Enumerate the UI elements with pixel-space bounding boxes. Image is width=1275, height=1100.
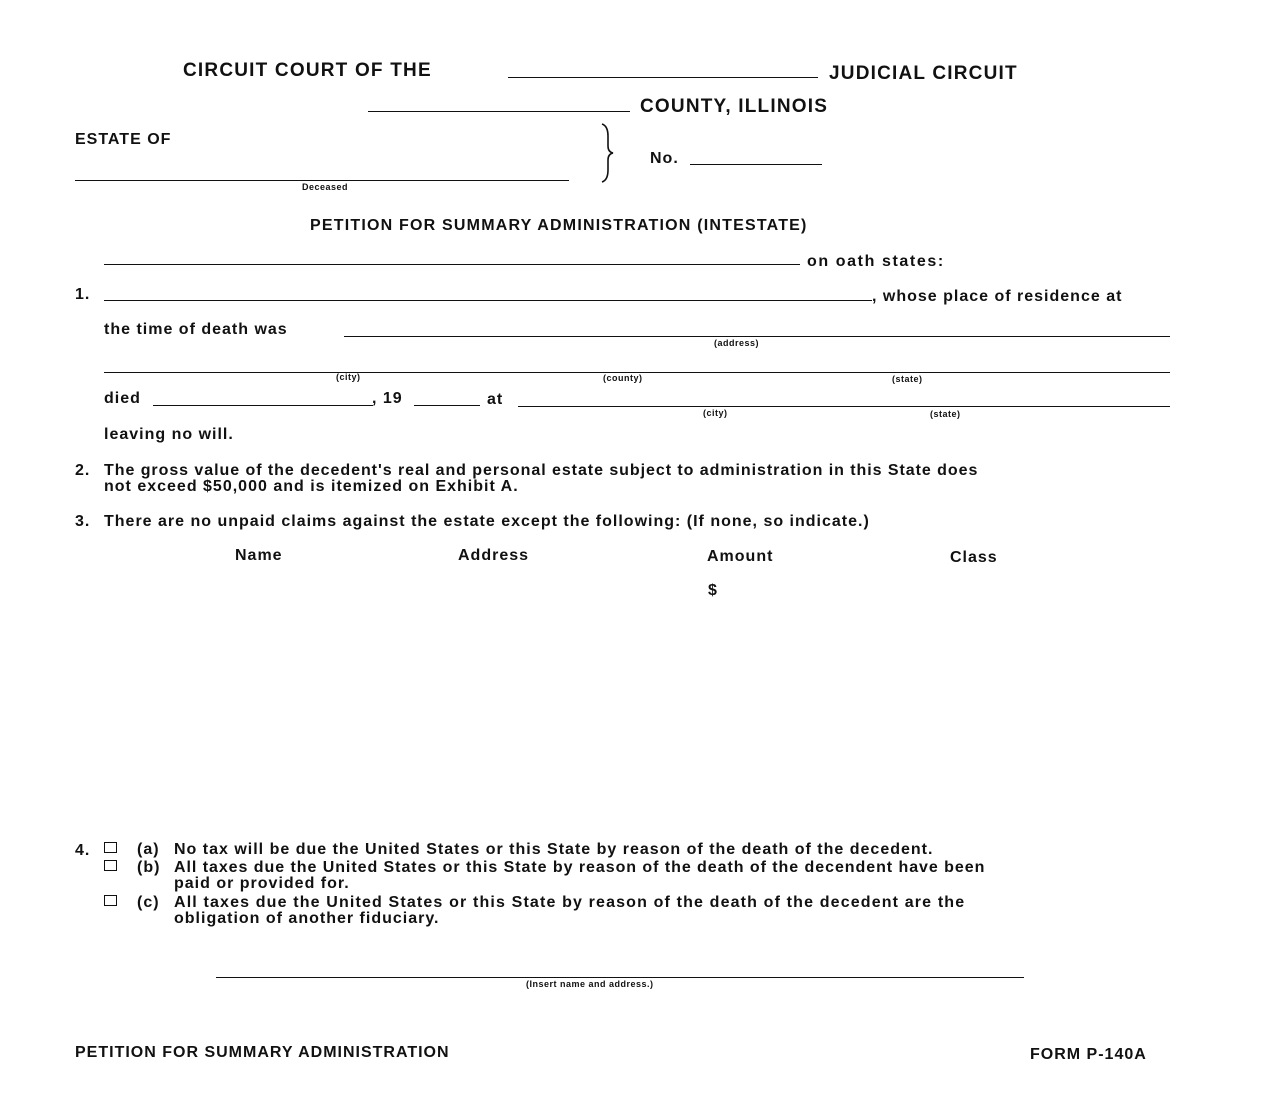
option-c-line2: obligation of another fiduciary. xyxy=(174,910,440,927)
fiduciary-line xyxy=(216,977,1024,978)
death-place-line xyxy=(518,406,1170,407)
case-no-input[interactable] xyxy=(692,142,824,162)
residence-suffix: , whose place of residence at xyxy=(872,288,1123,305)
decedent-name-input[interactable] xyxy=(77,158,571,178)
option-c-checkbox[interactable] xyxy=(104,895,117,906)
judicial-circuit-line xyxy=(508,77,818,78)
decedent-name-line xyxy=(75,180,569,181)
option-b-line2: paid or provided for. xyxy=(174,875,350,892)
option-a-letter: (a) xyxy=(137,841,160,858)
estate-of-label: ESTATE OF xyxy=(75,131,172,148)
case-no-label: No. xyxy=(650,150,679,167)
death-date-input[interactable] xyxy=(155,384,375,404)
judicial-circuit-input[interactable] xyxy=(510,56,820,76)
county-suffix: COUNTY, ILLINOIS xyxy=(640,96,829,117)
form-title: PETITION FOR SUMMARY ADMINISTRATION (INTESTATE) xyxy=(310,217,808,234)
insert-caption: (Insert name and address.) xyxy=(526,979,654,989)
death-year-line xyxy=(414,405,480,406)
state-caption: (state) xyxy=(892,374,923,384)
option-b-letter: (b) xyxy=(137,859,161,876)
item2-line1: The gross value of the decedent's real and personal estate subject to administration in this State does xyxy=(104,462,979,479)
footer-left: PETITION FOR SUMMARY ADMINISTRATION xyxy=(75,1044,450,1061)
claims-col-name: Name xyxy=(235,547,283,564)
caption-brace xyxy=(598,122,616,184)
deceased-caption: Deceased xyxy=(302,182,349,192)
option-c-letter: (c) xyxy=(137,894,160,911)
court-suffix: JUDICIAL CIRCUIT xyxy=(829,63,1018,84)
item3-text: There are no unpaid claims against the estate except the following: (If none, so indicate.) xyxy=(104,513,870,530)
item3-number: 3. xyxy=(75,513,91,530)
died-label: died xyxy=(104,390,141,407)
petitioner-line xyxy=(104,264,800,265)
footer-right: FORM P-140A xyxy=(1030,1046,1147,1063)
state2-caption: (state) xyxy=(930,409,961,419)
address-line xyxy=(344,336,1170,337)
claims-col-class: Class xyxy=(950,549,998,566)
time-of-death-label: the time of death was xyxy=(104,321,288,338)
at-label: at xyxy=(487,391,504,408)
decedent-input[interactable] xyxy=(106,278,874,298)
claims-col-address: Address xyxy=(458,547,530,564)
year-prefix: , 19 xyxy=(372,390,403,407)
oath-suffix: on oath states: xyxy=(807,253,945,270)
option-b-checkbox[interactable] xyxy=(104,860,117,871)
option-b-line1: All taxes due the United States or this State by reason of the death of the decendent have been xyxy=(174,859,986,876)
decedent-line xyxy=(104,300,872,301)
option-a-line1: No tax will be due the United States or this State by reason of the death of the decedent. xyxy=(174,841,934,858)
petitioner-input[interactable] xyxy=(106,242,802,262)
address-input[interactable] xyxy=(346,314,1170,334)
county-input[interactable] xyxy=(370,90,630,110)
fiduciary-input[interactable] xyxy=(218,955,1026,975)
death-date-line xyxy=(153,405,373,406)
case-no-line xyxy=(690,164,822,165)
claims-area[interactable] xyxy=(104,576,1172,826)
option-c-line1: All taxes due the United States or this State by reason of the death of the decedent are the xyxy=(174,894,966,911)
item4-number: 4. xyxy=(75,842,91,859)
address-caption: (address) xyxy=(714,338,760,348)
currency-symbol: $ xyxy=(708,582,718,599)
city2-caption: (city) xyxy=(703,408,728,418)
city-caption: (city) xyxy=(336,372,361,382)
item2-number: 2. xyxy=(75,462,91,479)
item2-line2: not exceed $50,000 and is itemized on Exhibit A. xyxy=(104,478,519,495)
option-a-checkbox[interactable] xyxy=(104,842,117,853)
county-line xyxy=(368,111,630,112)
claims-col-amount: Amount xyxy=(707,548,774,565)
court-prefix: CIRCUIT COURT OF THE xyxy=(183,60,432,81)
city-county-state-input[interactable] xyxy=(106,350,1170,370)
death-place-input[interactable] xyxy=(520,385,1170,405)
item1-number: 1. xyxy=(75,286,91,303)
death-year-input[interactable] xyxy=(416,384,482,404)
county-caption: (county) xyxy=(603,373,643,383)
leaving-no-will: leaving no will. xyxy=(104,426,234,443)
